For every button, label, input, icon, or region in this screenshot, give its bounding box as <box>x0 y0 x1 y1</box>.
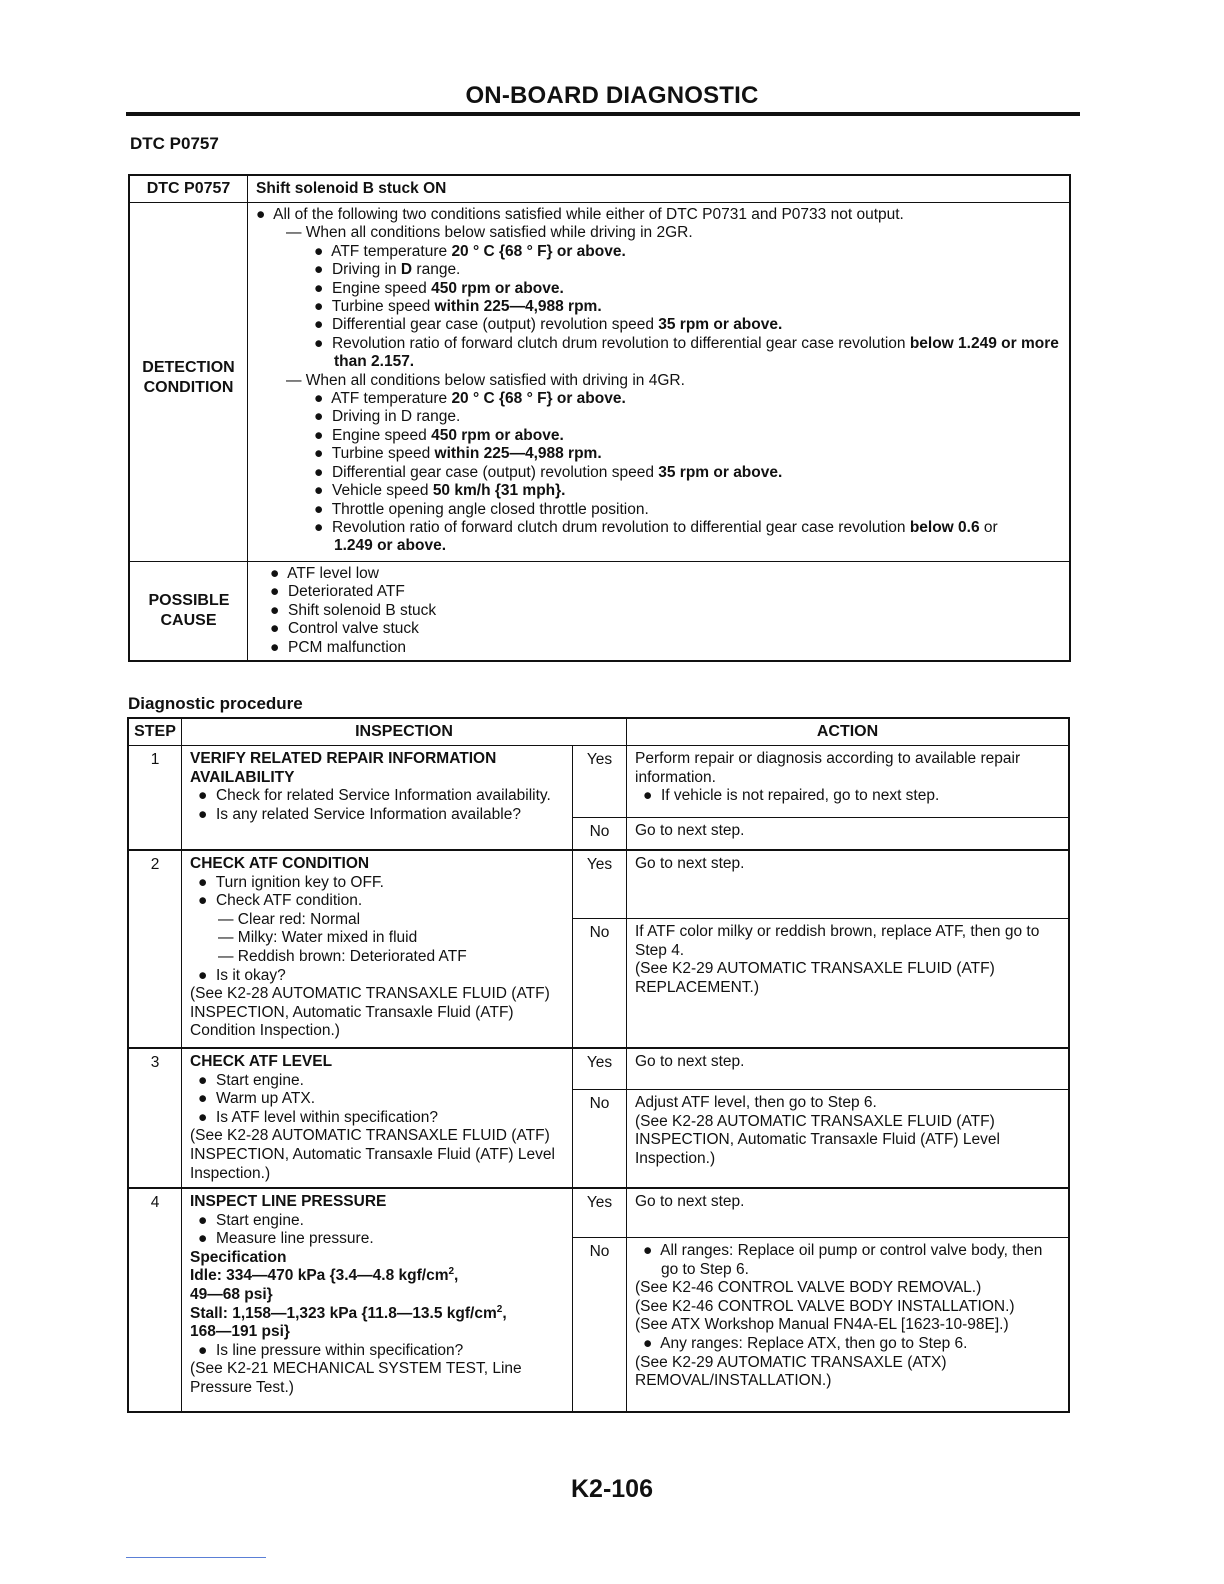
possible-cause-list <box>248 562 1069 660</box>
no-label: No <box>573 1238 627 1411</box>
yes-row <box>573 851 1068 919</box>
possible-cause-item: ● PCM malfunction <box>270 638 406 656</box>
inspection-reference: (See K2-28 AUTOMATIC TRANSAXLE FLUID (ATF) INSPECTION, Automatic Transaxle Fluid (ATF) Level Inspection.) <box>190 1127 555 1182</box>
condition-item: ● Throttle opening angle closed throttle position. <box>314 500 649 518</box>
step-title: CHECK ATF CONDITION <box>190 855 370 872</box>
inspection-item: ● Start engine. <box>198 1211 304 1229</box>
header-action: ACTION <box>816 723 879 740</box>
detection-label: DETECTION CONDITION <box>130 203 248 561</box>
inspection-question: ● Is it okay? <box>198 966 286 984</box>
diagnostic-table <box>127 717 1070 1413</box>
no-row <box>573 919 1068 1047</box>
possible-cause-label: POSSIBLE CAUSE <box>130 562 248 660</box>
inspection-reference: (See K2-28 AUTOMATIC TRANSAXLE FLUID (ATF) INSPECTION, Automatic Transaxle Fluid (ATF) Condition Inspection.) <box>190 985 550 1040</box>
possible-cause-item: ● Shift solenoid B stuck <box>270 601 437 619</box>
inspection-item: ● Check for related Service Information availability. <box>198 787 551 805</box>
no-row <box>573 818 1068 849</box>
inspection-item: ● Measure line pressure. <box>198 1230 374 1248</box>
footer-link-line <box>126 1557 266 1558</box>
inspection-item: ● Check ATF condition. <box>198 892 363 910</box>
spec-idle: Idle: 334—470 kPa {3.4—4.8 kgf/$cm^2$, <box>190 1266 459 1285</box>
page-title: ON-BOARD DIAGNOSTIC <box>465 82 759 109</box>
condition-item: ● Revolution ratio of forward clutch drum revolution to differential gear case revolution below 0.6 or <box>314 518 998 536</box>
condition-item: ● Turbine speed within 225—4,988 rpm. <box>314 445 602 463</box>
spec-stall: Stall: 1,158—1,323 kPa {11.8—13.5 kgf/$cm^2$, <box>190 1303 507 1322</box>
step-row-4 <box>129 1189 1068 1411</box>
inspection-question: ● Is line pressure within specification? <box>198 1341 464 1359</box>
inspection-reference: (See K2-21 MECHANICAL SYSTEM TEST, Line Pressure Test.) <box>190 1360 522 1396</box>
condition-item: ● Revolution ratio of forward clutch drum revolution to differential gear case revolution below 1.249 or more than 2.157. <box>314 334 1059 371</box>
step-number: 4 <box>129 1189 182 1411</box>
no-row <box>573 1090 1068 1187</box>
no-label: No <box>573 1090 627 1187</box>
inspection-subitem: — Milky: Water mixed in fluid <box>218 929 418 947</box>
yes-action: Go to next step. <box>635 855 745 872</box>
inspection-item: ● Warm up ATX. <box>198 1090 316 1108</box>
step-row-2 <box>129 851 1068 1049</box>
yes-action: Perform repair or diagnosis according to available repair information. ● If vehicle is not repaired, go to next step. <box>635 750 1021 805</box>
detection-main: ● All of the following two conditions satisfied while either of DTC P0731 and P0733 not output. <box>256 206 904 223</box>
step-row-3 <box>129 1049 1068 1189</box>
condition-item: ● ATF temperature 20 ° C {68 ° F} or above. <box>314 390 626 408</box>
header-inspection: INSPECTION <box>182 719 627 745</box>
dtc-code: DTC P0757 <box>130 176 248 202</box>
condition-item: ● Driving in D range. <box>314 261 461 279</box>
step-number: 2 <box>129 851 182 1047</box>
diagnostic-header-row <box>129 719 1068 746</box>
inspection-item: ● Is any related Service Information available? <box>198 805 521 823</box>
step-number: 1 <box>129 746 182 849</box>
section-heading: DTC P0757 <box>130 134 219 153</box>
title-rule <box>126 112 1080 116</box>
step-inspection <box>182 1189 573 1411</box>
possible-cause-item: ● Control valve stuck <box>270 620 419 638</box>
condition-item: ● Engine speed 450 rpm or above. <box>314 279 564 297</box>
no-action: ● All ranges: Replace oil pump or control valve body, then go to Step 6. (See K2-46 CONTROL VALVE BODY REMOVAL.) (See K2-46 CONTROL VALVE BODY INSTALLATION.) (See ATX Workshop Manual FN4A-EL [1623-10-98E].) ● Any ranges: Replace ATX, then go to Step 6. (See K2-29 AUTOMATIC TRANSAXLE (ATX) REMOVAL/INSTALLATION.) <box>635 1242 1043 1390</box>
inspection-item: ● Is ATF level within specification? <box>198 1108 438 1126</box>
step-row-1 <box>129 746 1068 851</box>
step-title: VERIFY RELATED REPAIR INFORMATION AVAILABILITY <box>190 750 497 786</box>
group1-title: — When all conditions below satisfied while driving in 2GR. <box>286 224 693 242</box>
inspection-item: ● Turn ignition key to OFF. <box>198 873 384 891</box>
spec-stall-psi: 168—191 psi} <box>190 1323 290 1341</box>
spec-idle-psi: 49—68 psi} <box>190 1285 273 1303</box>
step-title: INSPECT LINE PRESSURE <box>190 1193 387 1210</box>
yes-action: Go to next step. <box>635 1193 745 1210</box>
detection-row <box>130 203 1069 562</box>
group1-list <box>256 243 1061 372</box>
condition-item: ● Driving in D range. <box>314 408 461 426</box>
possible-cause-item: ● ATF level low <box>270 565 379 582</box>
yes-action: Go to next step. <box>635 1053 745 1070</box>
page-number: K2-106 <box>571 1475 653 1503</box>
dtc-header-row <box>130 176 1069 203</box>
no-label: No <box>573 818 627 849</box>
yes-label: Yes <box>573 1189 627 1237</box>
yes-row <box>573 1189 1068 1238</box>
condition-item: ● Engine speed 450 rpm or above. <box>314 426 564 444</box>
inspection-subitem: — Reddish brown: Deteriorated ATF <box>218 947 467 965</box>
no-action: Adjust ATF level, then go to Step 6. (See K2-28 AUTOMATIC TRANSAXLE FLUID (ATF) INSPECTION, Automatic Transaxle Fluid (ATF) Level Inspection.) <box>635 1094 1000 1167</box>
step-inspection <box>182 851 573 1047</box>
no-label: No <box>573 919 627 1047</box>
no-action: If ATF color milky or reddish brown, replace ATF, then go to Step 4. (See K2-29 AUTOMATIC TRANSAXLE FLUID (ATF) REPLACEMENT.) <box>635 923 1040 996</box>
step-inspection <box>182 1049 573 1187</box>
condition-item: ● Turbine speed within 225—4,988 rpm. <box>314 298 602 316</box>
group2-list <box>256 390 1061 556</box>
step-outcomes <box>573 1049 1068 1187</box>
diagnostic-heading: Diagnostic procedure <box>128 694 303 713</box>
step-outcomes <box>573 1189 1068 1411</box>
step-title: CHECK ATF LEVEL <box>190 1053 333 1070</box>
condition-item: ● Vehicle speed 50 km/h {31 mph}. <box>314 482 566 500</box>
condition-item: ● Differential gear case (output) revolution speed 35 rpm or above. <box>314 463 783 481</box>
group2-title: — When all conditions below satisfied with driving in 4GR. <box>286 371 685 389</box>
spec-label: Specification <box>190 1248 287 1266</box>
yes-label: Yes <box>573 851 627 918</box>
condition-item: ● Differential gear case (output) revolution speed 35 rpm or above. <box>314 316 783 334</box>
yes-label: Yes <box>573 1049 627 1089</box>
dtc-table <box>128 174 1071 662</box>
no-row <box>573 1238 1068 1411</box>
step-inspection <box>182 746 573 849</box>
inspection-item: ● Start engine. <box>198 1071 304 1089</box>
possible-cause-item: ● Deteriorated ATF <box>270 583 405 601</box>
yes-label: Yes <box>573 746 627 817</box>
yes-row <box>573 746 1068 818</box>
step-outcomes <box>573 851 1068 1047</box>
dtc-description: Shift solenoid B stuck ON <box>256 179 447 197</box>
yes-row <box>573 1049 1068 1090</box>
condition-item: 1.249 or above. <box>334 537 447 555</box>
possible-cause-row <box>130 562 1069 660</box>
inspection-subitem: — Clear red: Normal <box>218 910 361 928</box>
no-action: Go to next step. <box>635 822 745 839</box>
condition-item: ● ATF temperature 20 ° C {68 ° F} or above. <box>314 242 626 260</box>
step-outcomes <box>573 746 1068 849</box>
detection-conditions <box>248 203 1069 561</box>
header-step: STEP <box>129 719 182 745</box>
step-number: 3 <box>129 1049 182 1187</box>
